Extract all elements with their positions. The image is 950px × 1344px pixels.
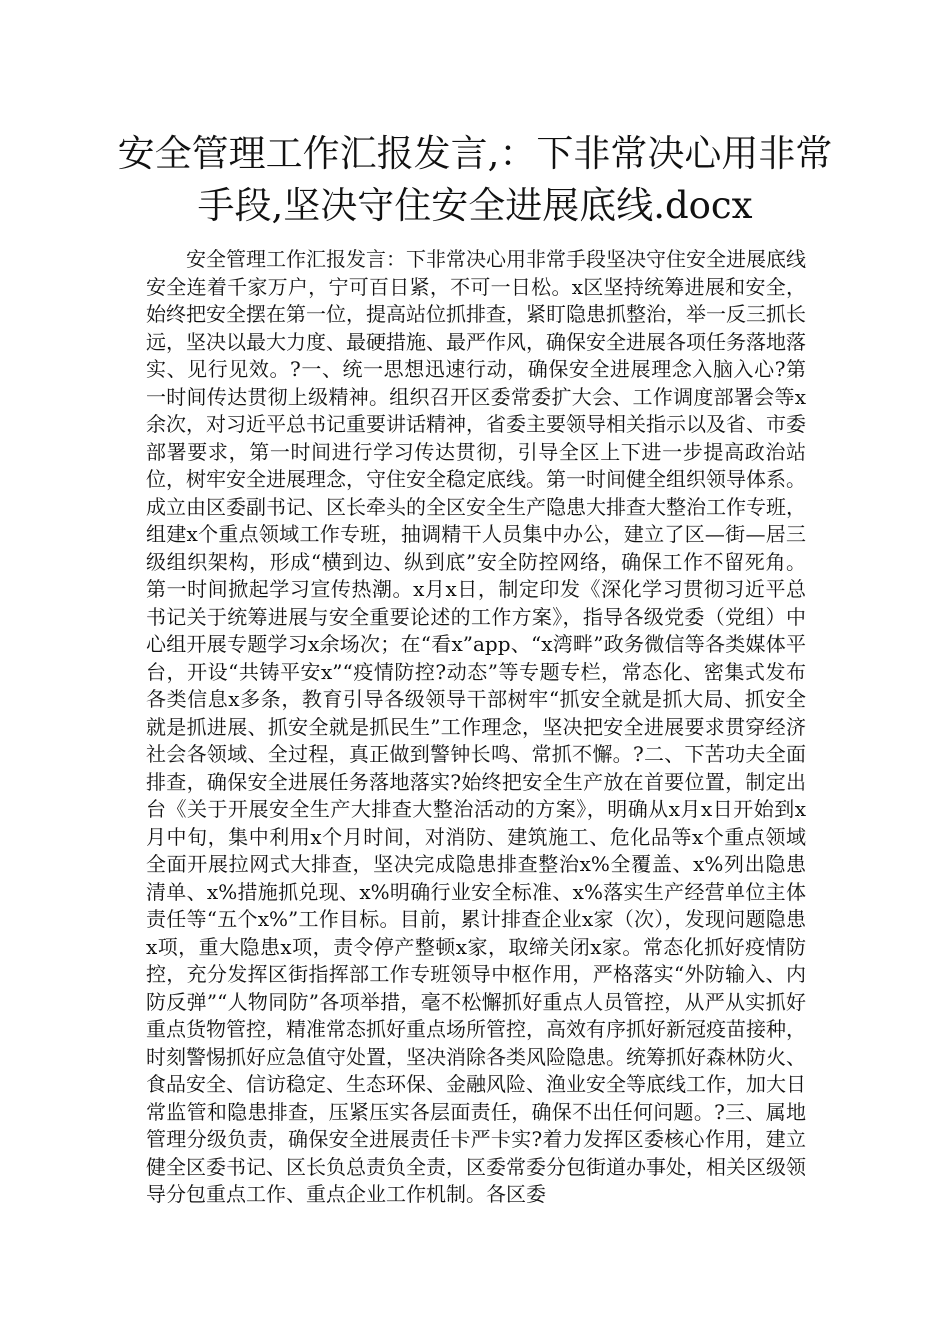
document-title: 安全管理工作汇报发言,：下非常决心用非常手段,坚决守住安全进展底线.docx xyxy=(117,132,833,227)
document-body: 安全管理工作汇报发言：下非常决心用非常手段坚决守住安全进展底线安全连着千家万户，宁可百日紧，不可一日松。x区坚持统筹进展和安全，始终把安全摆在第一位，提高站位抓排查，紧盯隐患抓整治，举一反三抓长远，坚决以最大力度、最硬措施、最严作风，确保安全进展各项任务落地落实、见行见效。?一、统一思想迅速行动，确保安全进展理念入脑入心?第一时间传达贯彻上级精神。组织召开区委常委扩大会、工作调度部署会等x余次，对习近平总书记重要讲话精神，省委主要领导相关指示以及省、市委部署要求，第一时间进行学习传达贯彻，引导全区上下进一步提高政治站位，树牢安全进展理念，守住安全稳定底线。第一时间健全组织领导体系。成立由区委副书记、区长牵头的全区安全生产隐患大排查大整治工作专班，组建x个重点领域工作专班，抽调精干人员集中办公，建立了区—街—居三级组织架构，形成“横到边、纵到底”安全防控网络，确保工作不留死角。第一时间掀起学习宣传热潮。x月x日，制定印发《深化学习贯彻习近平总书记关于统筹进展与安全重要论述的工作方案》，指导各级党委（党组）中心组开展专题学习x余场次；在“看x”app、“x湾畔”政务微信等各类媒体平台，开设“共铸平安x”“疫情防控?动态”等专题专栏，常态化、密集式发布各类信息x多条，教育引导各级领导干部树牢“抓安全就是抓大局、抓安全就是抓进展、抓安全就是抓民生”工作理念，坚决把安全进展要求贯穿经济社会各领域、全过程，真正做到警钟长鸣、常抓不懈。?二、下苦功夫全面排查，确保安全进展任务落地落实?始终把安全生产放在首要位置，制定出台《关于开展安全生产大排查大整治活动的方案》，明确从x月x日开始到x月中旬，集中利用x个月时间，对消防、建筑施工、危化品等x个重点领域全面开展拉网式大排查，坚决完成隐患排查整治x%全覆盖、x%列出隐患清单、x%措施抓兑现、x%明确行业安全标准、x%落实生产经营单位主体责任等“五个x%”工作目标。目前，累计排查企业x家（次），发现问题隐患x项，重大隐患x项，责令停产整顿x家，取缔关闭x家。常态化抓好疫情防控，充分发挥区街指挥部工作专班领导中枢作用，严格落实“外防输入、内防反弹”“人物同防”各项举措，毫不松懈抓好重点人员管控，从严从实抓好重点货物管控，精准常态抓好重点场所管控，高效有序抓好新冠疫苗接种，时刻警惕抓好应急值守处置，坚决消除各类风险隐患。统筹抓好森林防火、食品安全、信访稳定、生态环保、金融风险、渔业安全等底线工作，加大日常监管和隐患排查，压紧压实各层面责任，确保不出任何问题。?三、属地管理分级负责，确保安全进展责任卡严卡实?着力发挥区委核心作用，建立健全区委书记、区长负总责负全责，区委常委分包街道办事处，相关区级领导分包重点工作、重点企业工作机制。各区委 xyxy=(146,247,806,1206)
